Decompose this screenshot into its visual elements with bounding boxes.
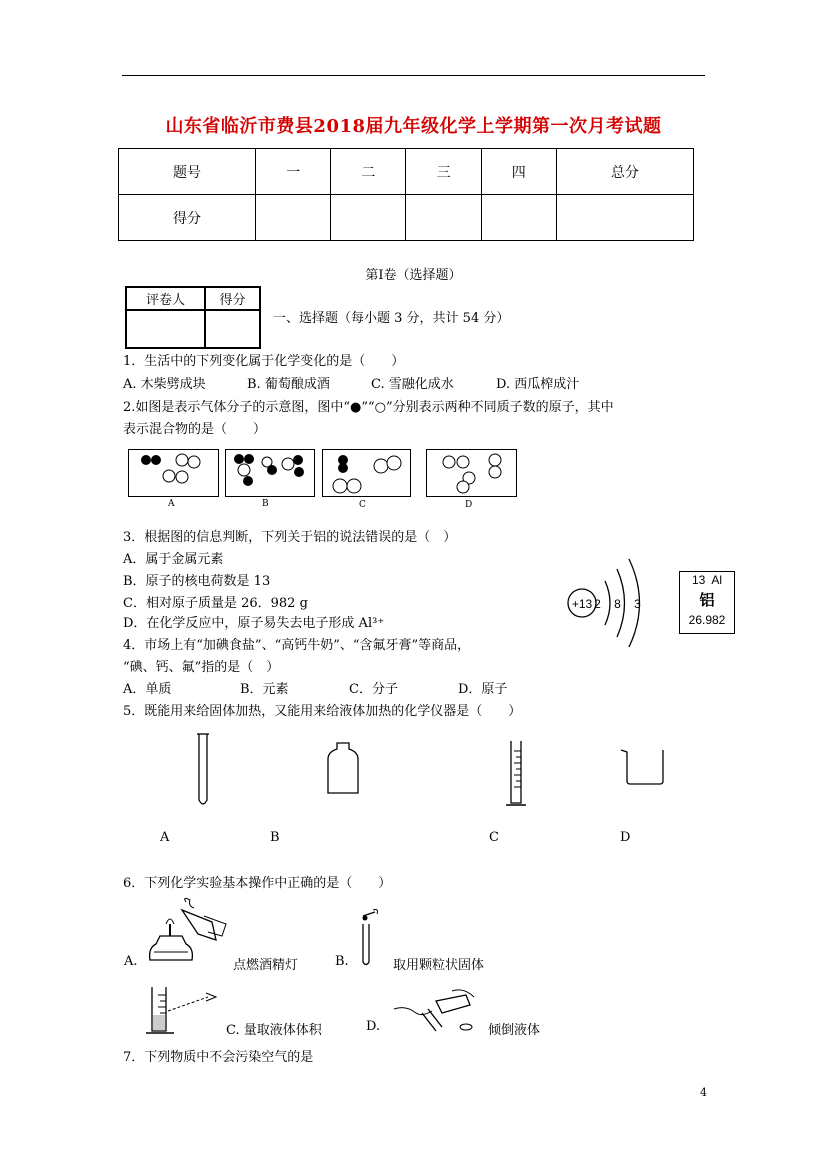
part1-heading: 一、选择题（每小题 3 分，共计 54 分） (273, 311, 510, 326)
q5-label-d: D (620, 830, 631, 845)
reading-liquid-volume-illustration (144, 985, 224, 1037)
molecule-box-b (225, 449, 315, 497)
pouring-liquid-illustration (392, 987, 478, 1033)
molecule-diagram-b (226, 450, 314, 496)
section-title: 第Ⅰ卷（选择题） (365, 268, 462, 283)
beaker-icon (619, 748, 669, 786)
q3-option-d: D．在化学反应中，原子易失去电子形成 Al³⁺ (123, 616, 385, 631)
element-name: 铝 (699, 591, 715, 609)
q1-option-d: D. 西瓜榨成汁 (496, 377, 580, 392)
lighting-alcohol-lamp-illustration (142, 896, 234, 968)
score-cell: 四 (481, 149, 556, 195)
q1-option-c: C. 雪融化成水 (371, 377, 454, 392)
molecule-label-b: B (262, 499, 269, 509)
q4-option-d: D．原子 (458, 682, 508, 697)
score-cell (406, 195, 481, 241)
q1-option-b: B. 葡萄酿成酒 (247, 377, 330, 392)
molecule-diagram-a (129, 450, 218, 496)
adding-granular-solid-illustration (355, 906, 381, 968)
q4-option-a: A．单质 (123, 682, 172, 697)
score-cell (556, 195, 693, 241)
grader-score-label: 得分 (205, 287, 260, 310)
molecule-label-d: D (465, 500, 473, 510)
q6-option-b-text: 取用颗粒状固体 (393, 958, 485, 973)
graduated-cylinder-icon (502, 739, 528, 809)
q6-option-a-text: 点燃酒精灯 (233, 958, 299, 973)
q5-stem: 5．既能用来给固体加热，又能用来给液体加热的化学仪器是（ ） (123, 704, 522, 719)
score-cell: 一 (256, 149, 331, 195)
q4-option-b: B．元素 (240, 682, 289, 697)
molecule-diagram-c (323, 450, 410, 496)
molecule-box-c (322, 449, 411, 497)
q6-label-a: A. (124, 954, 138, 969)
q6-stem: 6．下列化学实验基本操作中正确的是（ ） (123, 876, 392, 891)
header-rule (122, 75, 705, 76)
molecule-box-a (128, 449, 219, 497)
grader-table (125, 286, 261, 349)
q6-label-b: B. (335, 954, 349, 969)
score-cell (481, 195, 556, 241)
q4-stem-line2: “碘、钙、氟”指的是（ ） (123, 660, 280, 675)
page-number: 4 (700, 1086, 707, 1099)
score-cell: 三 (406, 149, 481, 195)
atom-diagram-svg (560, 551, 670, 651)
score-cell (256, 195, 331, 241)
reagent-bottle-icon (326, 741, 360, 795)
score-table (118, 148, 694, 241)
q5-label-a: A (160, 830, 170, 845)
atom-nucleus-charge: +13 (571, 597, 593, 611)
molecule-diagram-d (427, 450, 516, 496)
score-table-header-row (119, 149, 694, 195)
q5-label-c: C (489, 830, 499, 845)
q5-label-b: B (270, 830, 280, 845)
molecule-box-d (426, 449, 517, 497)
q3-stem: 3．根据图的信息判断，下列关于铝的说法错误的是（ ） (123, 530, 457, 545)
element-card-aluminum (679, 571, 735, 634)
test-tube-icon (193, 732, 213, 810)
q3-option-c: C．相对原子质量是 26．982 g (123, 596, 308, 611)
molecule-label-a: A (168, 499, 175, 509)
q6-option-d-text: 倾倒液体 (488, 1023, 541, 1038)
score-cell: 总分 (556, 149, 693, 195)
q6-label-d: D. (366, 1019, 381, 1034)
q7-stem: 7．下列物质中不会污染空气的是 (123, 1050, 314, 1065)
q3-option-b: B．原子的核电荷数是 13 (123, 574, 271, 589)
score-cell: 得分 (119, 195, 256, 241)
q4-stem-line1: 4．市场上有“加碘食盐”、“高钙牛奶”、“含氟牙膏”等商品， (123, 638, 471, 653)
q3-option-a: A．属于金属元素 (123, 552, 224, 567)
element-number-symbol: 13 Al (691, 573, 723, 587)
atom-structure-diagram (560, 551, 670, 651)
score-cell: 题号 (119, 149, 256, 195)
q1-option-a: A. 木柴劈成块 (123, 377, 206, 392)
atom-shell-electrons: 2 8 3 (594, 597, 646, 611)
exam-title: 山东省临沂市费县2018届九年级化学上学期第一次月考试题 (165, 116, 662, 137)
element-atomic-mass: 26.982 (688, 613, 726, 627)
score-table-score-row (119, 195, 694, 241)
grader-reviewer-cell (126, 310, 205, 348)
grader-score-cell (205, 310, 260, 348)
q2-stem-line1: 2.如图是表示气体分子的示意图，图中“●”“○”分别表示两种不同质子数的原子，其中 (123, 400, 614, 415)
score-cell: 二 (331, 149, 406, 195)
molecule-label-c: C (359, 500, 366, 510)
q1-stem: 1．生活中的下列变化属于化学变化的是（ ） (123, 354, 405, 369)
q6-option-c-text: C. 量取液体体积 (226, 1023, 322, 1038)
grader-reviewer-label: 评卷人 (126, 287, 205, 310)
q4-option-c: C．分子 (349, 682, 398, 697)
score-cell (331, 195, 406, 241)
q2-stem-line2: 表示混合物的是（ ） (123, 422, 267, 437)
